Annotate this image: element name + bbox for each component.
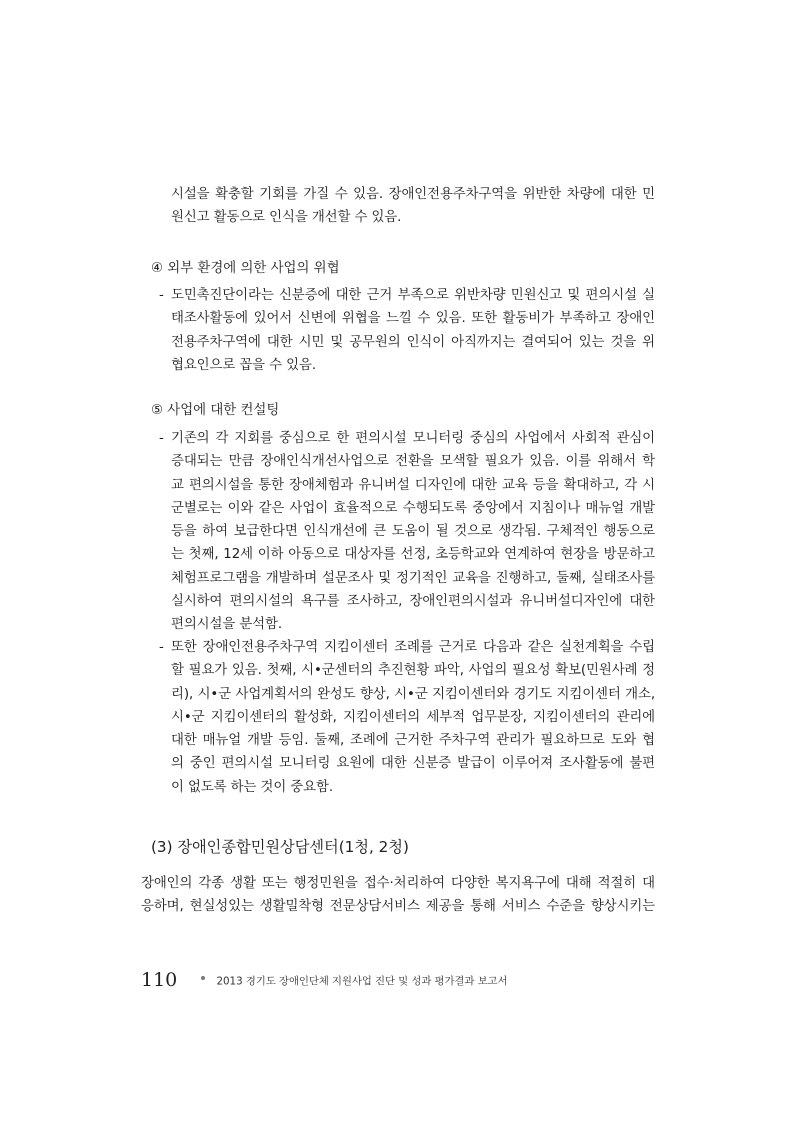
consulting-paragraph-2 bbox=[171, 636, 655, 799]
dash-bullet: - bbox=[159, 288, 164, 303]
text-line: 군별로는 이와 같은 사업이 효율적으로 수행되도록 중앙에서 지침이나 매뉴얼 개발 bbox=[171, 500, 655, 516]
footer-ornament-icon bbox=[186, 970, 208, 990]
text-line: 시•군 지킴이센터의 활성화, 지킴이센터의 세부적 업무분장, 지킴이센터의 관리에 bbox=[171, 709, 655, 725]
section3-paragraph bbox=[141, 872, 655, 919]
text-line: 도민촉진단이라는 신분증에 대한 근거 부족으로 위반차량 민원신고 및 편의시설 실 bbox=[171, 288, 655, 303]
text-line: 태조사활동에 있어서 신변에 위협을 느낄 수 있음. 또한 활동비가 부족하고 장애인 bbox=[171, 311, 655, 327]
text-line: 응하며, 현실성있는 생활밀착형 전문상담서비스 제공을 통해 서비스 수준을 향상시키는 bbox=[141, 899, 655, 915]
intro-paragraph bbox=[171, 183, 655, 230]
text-line: 할 필요가 있음. 첫째, 시•군센터의 추진현황 파악, 사업의 필요성 확보(민원사례 정 bbox=[171, 663, 655, 679]
page-footer bbox=[141, 969, 508, 997]
page-number: 110 bbox=[141, 969, 178, 991]
text-line: 실시하여 편의시설의 욕구를 조사하고, 장애인편의시설과 유니버설디자인에 대한 bbox=[171, 594, 655, 610]
section-heading: (3) 장애인종합민원상담센터(1청, 2청) bbox=[151, 838, 409, 856]
text-line: 의 중인 편의시설 모니터링 요원에 대한 신분증 발급이 이루어져 조사활동에 불편 bbox=[171, 756, 655, 772]
dash-bullet: - bbox=[159, 431, 164, 446]
consulting-paragraph-1 bbox=[171, 427, 655, 637]
subheading-consulting: ⑤ 사업에 대한 컨설팅 bbox=[151, 403, 280, 418]
text-line: 기존의 각 지회를 중심으로 한 편의시설 모니터링 중심의 사업에서 사회적 관심이 bbox=[171, 431, 655, 446]
text-line: 협요인으로 꼽을 수 있음. bbox=[171, 357, 316, 373]
text-line: 편의시설을 분석함. bbox=[171, 617, 282, 633]
text-line: 교 편의시설을 통한 장애체험과 유니버설 디자인에 대한 교육 등을 확대하고, 각 시 bbox=[171, 477, 655, 493]
text-line: 체험프로그램을 개발하며 설문조사 및 정기적인 교육을 진행하고, 둘째, 실태조사를 bbox=[171, 570, 655, 586]
text-line: 대한 매뉴얼 개발 등임. 둘째, 조례에 근거한 주차구역 관리가 필요하므로 도와 협 bbox=[171, 733, 655, 749]
text-line: 전용주차구역에 대한 시민 및 공무원의 인식이 아직까지는 결여되어 있는 것을 위 bbox=[171, 334, 655, 350]
text-line: 이 없도록 하는 것이 중요함. bbox=[171, 779, 333, 795]
text-line: 리), 시•군 사업계획서의 완성도 향상, 시•군 지킴이센터와 경기도 지킴이센터 개소, bbox=[171, 686, 655, 702]
text-line: 원신고 활동으로 인식을 개선할 수 있음. bbox=[171, 210, 402, 226]
threats-paragraph bbox=[171, 284, 655, 377]
text-line: 등을 하여 보급한다면 인식개선에 큰 도움이 될 것으로 생각됨. 구체적인 행동으로 bbox=[171, 524, 655, 540]
text-line: 시설을 확충할 기회를 가질 수 있음. 장애인전용주차구역을 위반한 차량에 대한 민 bbox=[171, 187, 655, 202]
footer-title: 2013 경기도 장애인단체 지원사업 진단 및 성과 평가결과 보고서 bbox=[216, 975, 508, 988]
text-line: 증대되는 만큼 장애인식개선사업으로 전환을 모색할 필요가 있음. 이를 위해서 학 bbox=[171, 454, 655, 470]
text-line: 또한 장애인전용주차구역 지킴이센터 조례를 근거로 다음과 같은 실천계획을 수립 bbox=[171, 640, 655, 655]
dash-bullet: - bbox=[159, 640, 164, 655]
text-line: 는 첫째, 12세 이하 아동으로 대상자를 선정, 초등학교와 연계하여 현장을 방문하고 bbox=[171, 547, 655, 563]
text-line: 장애인의 각종 생활 또는 행정민원을 접수·처리하여 다양한 복지욕구에 대해 적절히 대 bbox=[141, 876, 655, 891]
subheading-threats: ④ 외부 환경에 의한 사업의 위협 bbox=[151, 261, 340, 276]
